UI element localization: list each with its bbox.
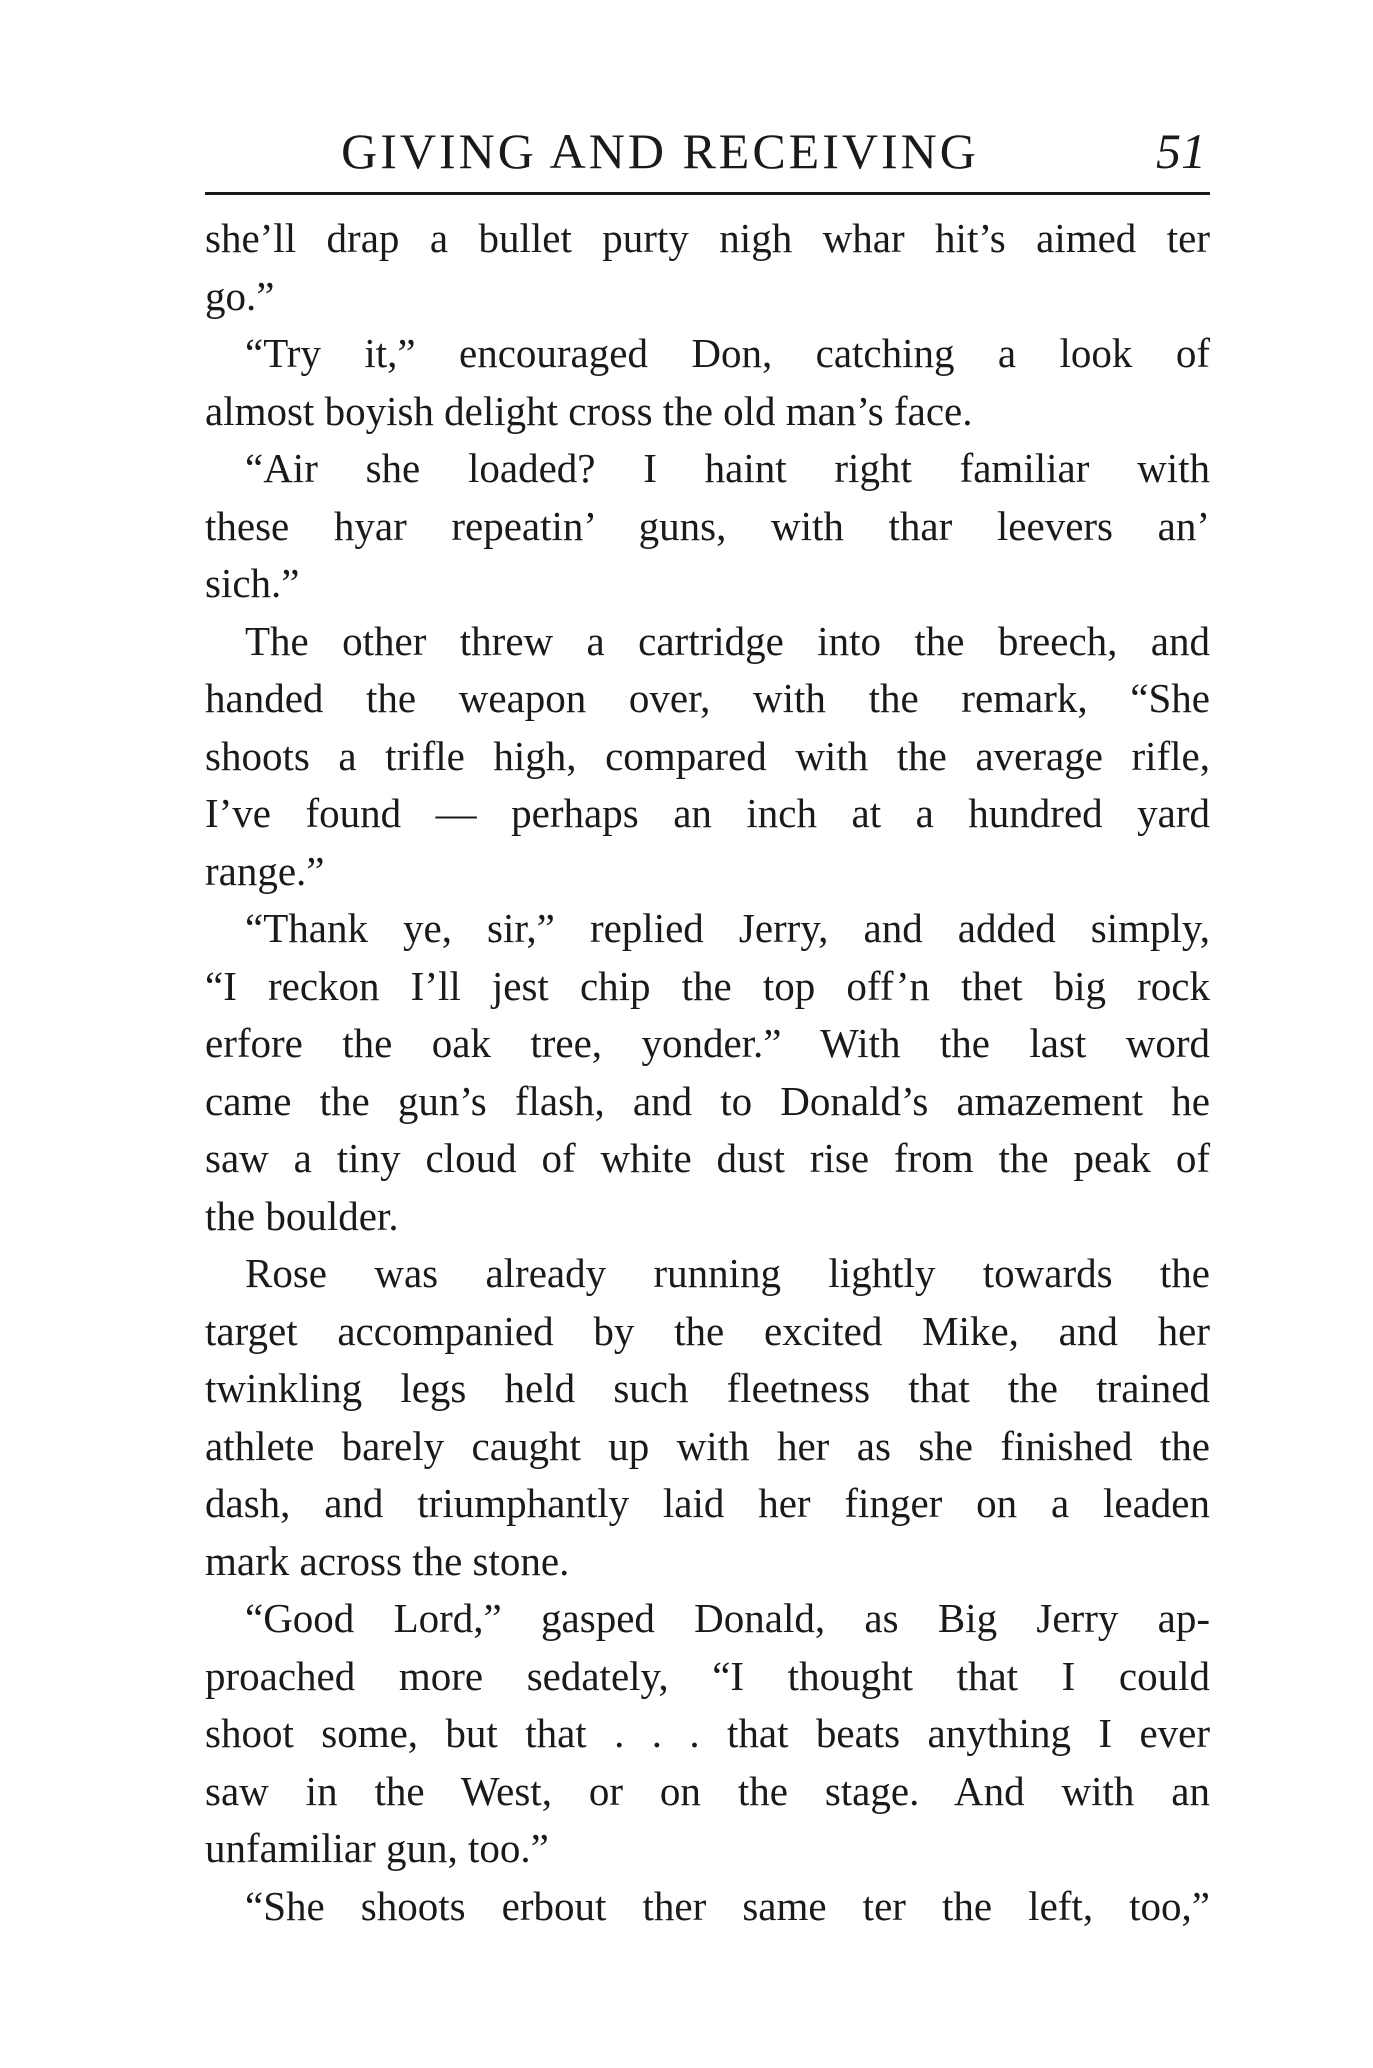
text-line: target accompanied by the excited Mike, and her [205, 1307, 1210, 1354]
text-line: “Air she loaded? I haint right familiar with [245, 445, 1210, 491]
text-line: twinkling legs held such fleetness that the trained [205, 1365, 1210, 1411]
page-header [205, 118, 1210, 188]
text-line: she’ll drap a bullet purty nigh whar hit’s aimed ter [205, 215, 1210, 261]
book-page [205, 118, 1210, 1929]
text-line: “Good Lord,” gasped Donald, as Big Jerry ap- [245, 1595, 1210, 1641]
page-number: 51 [1156, 123, 1206, 179]
text-line: mark across the stone. [205, 1537, 570, 1584]
body-text [205, 210, 1210, 1935]
text-line: “She shoots erbout ther same ter the left, too,” [245, 1882, 1210, 1929]
text-line: almost boyish delight cross the old man’s face. [205, 387, 973, 434]
text-line: these hyar repeatin’ guns, with thar leevers an’ [205, 502, 1210, 549]
text-line: range.” [205, 847, 325, 894]
text-line: saw a tiny cloud of white dust rise from the peak of [205, 1135, 1210, 1181]
text-line: athlete barely caught up with her as she finished the [205, 1422, 1210, 1469]
text-line: “Try it,” encouraged Don, catching a look of [245, 330, 1210, 376]
text-line: shoots a trifle high, compared with the average rifle, [205, 732, 1210, 779]
text-line: handed the weapon over, with the remark, “She [205, 675, 1210, 721]
text-line: came the gun’s flash, and to Donald’s amazement he [205, 1077, 1210, 1124]
text-line: I’ve found — perhaps an inch at a hundred yard [205, 790, 1210, 836]
text-line: unfamiliar gun, too.” [205, 1825, 549, 1871]
text-line: Rose was already running lightly towards the [245, 1250, 1210, 1296]
text-line: dash, and triumphantly laid her finger on a leaden [205, 1480, 1210, 1526]
running-title: GIVING AND RECEIVING [341, 123, 979, 179]
text-line: “Thank ye, sir,” replied Jerry, and added simply, [245, 905, 1210, 951]
text-line: proached more sedately, “I thought that I could [205, 1652, 1210, 1699]
text-line: the boulder. [205, 1192, 399, 1239]
text-line: sich.” [205, 560, 300, 606]
text-line: The other threw a cartridge into the breech, and [245, 617, 1210, 664]
text-line: saw in the West, or on the stage. And with an [205, 1767, 1210, 1814]
text-line: go.” [205, 272, 275, 319]
header-rule [205, 192, 1210, 195]
text-line: “I reckon I’ll jest chip the top off’n thet big rock [205, 962, 1210, 1009]
text-line: shoot some, but that . . . that beats anything I ever [205, 1710, 1210, 1756]
text-line: erfore the oak tree, yonder.” With the last word [205, 1020, 1210, 1066]
